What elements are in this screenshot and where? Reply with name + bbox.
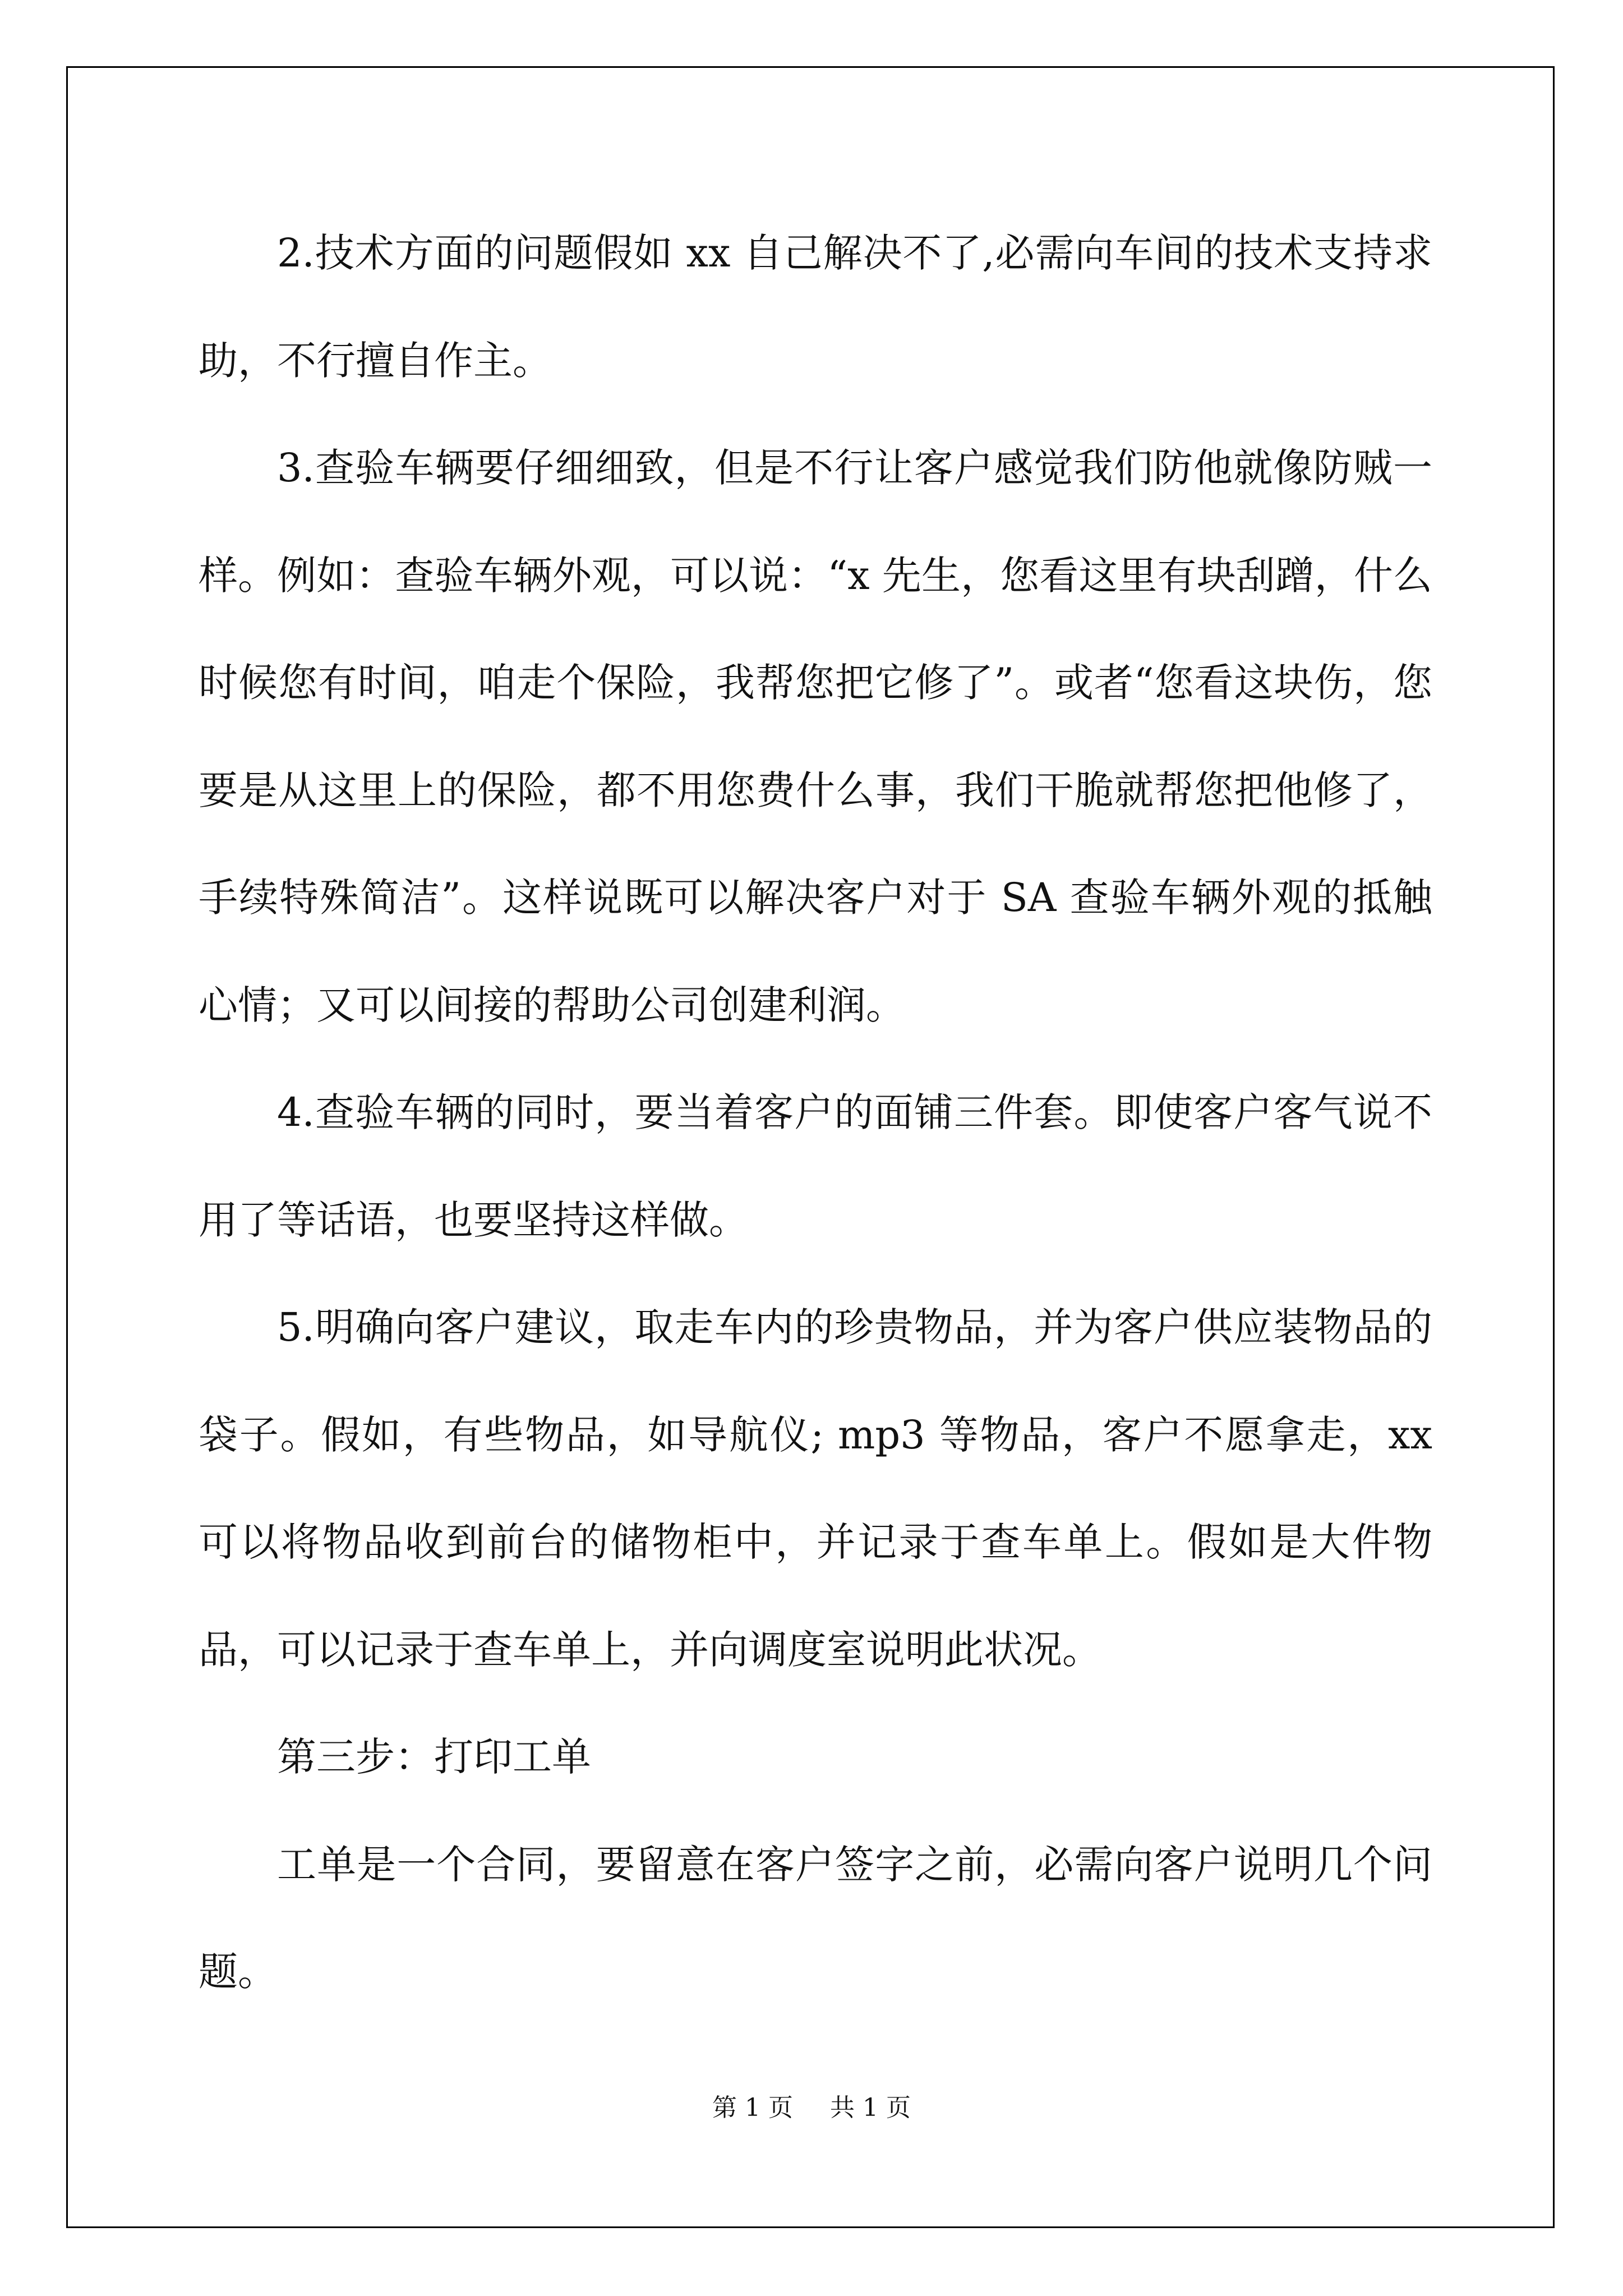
- paragraph-vehicle-inspection: 3.查验车辆要仔细细致，但是不行让客户感觉我们防他就像防贼一样。例如：查验车辆外观，可以说：“x 先生，您看这里有块刮蹭，什么时候您有时间，咱走个保险，我帮您把它修了”。或者“您看这块伤，您要是从这里上的保险，都不用您费什么事，我们干脆就帮您把他修了，手续特殊简洁”。这样说既可以解决客户对于 SA 查验车辆外观的抵触心情；又可以间接的帮助公司创建利润。: [199, 445, 1432, 1028]
- page-number: 第 1 页: [712, 2093, 793, 2122]
- paragraph-seat-covers: 4.查验车辆的同时，要当着客户的面铺三件套。即使客户客气说不用了等话语，也要坚持这样做。: [199, 1089, 1432, 1243]
- document-body: [199, 200, 1432, 2026]
- paragraph-work-order: 工单是一个合同，要留意在客户签字之前，必需向客户说明几个问题。: [199, 1841, 1432, 1995]
- paragraph-valuables: 5.明确向客户建议，取走车内的珍贵物品，并为客户供应装物品的袋子。假如，有些物品，如导航仪; mp3 等物品，客户不愿拿走，xx 可以将物品收到前台的储物柜中，并记录于查车单上。假如是大件物品，可以记录于查车单上，并向调度室说明此状况。: [199, 1304, 1432, 1673]
- page-footer: [0, 2091, 1623, 2125]
- paragraph-tech-support: 2.技术方面的问题假如 xx 自己解决不了,必需向车间的技术支持求助，不行擅自作主。: [199, 230, 1432, 384]
- section-heading-step-three: 第三步：打印工单: [277, 1734, 591, 1780]
- page-total: 共 1 页: [830, 2093, 911, 2122]
